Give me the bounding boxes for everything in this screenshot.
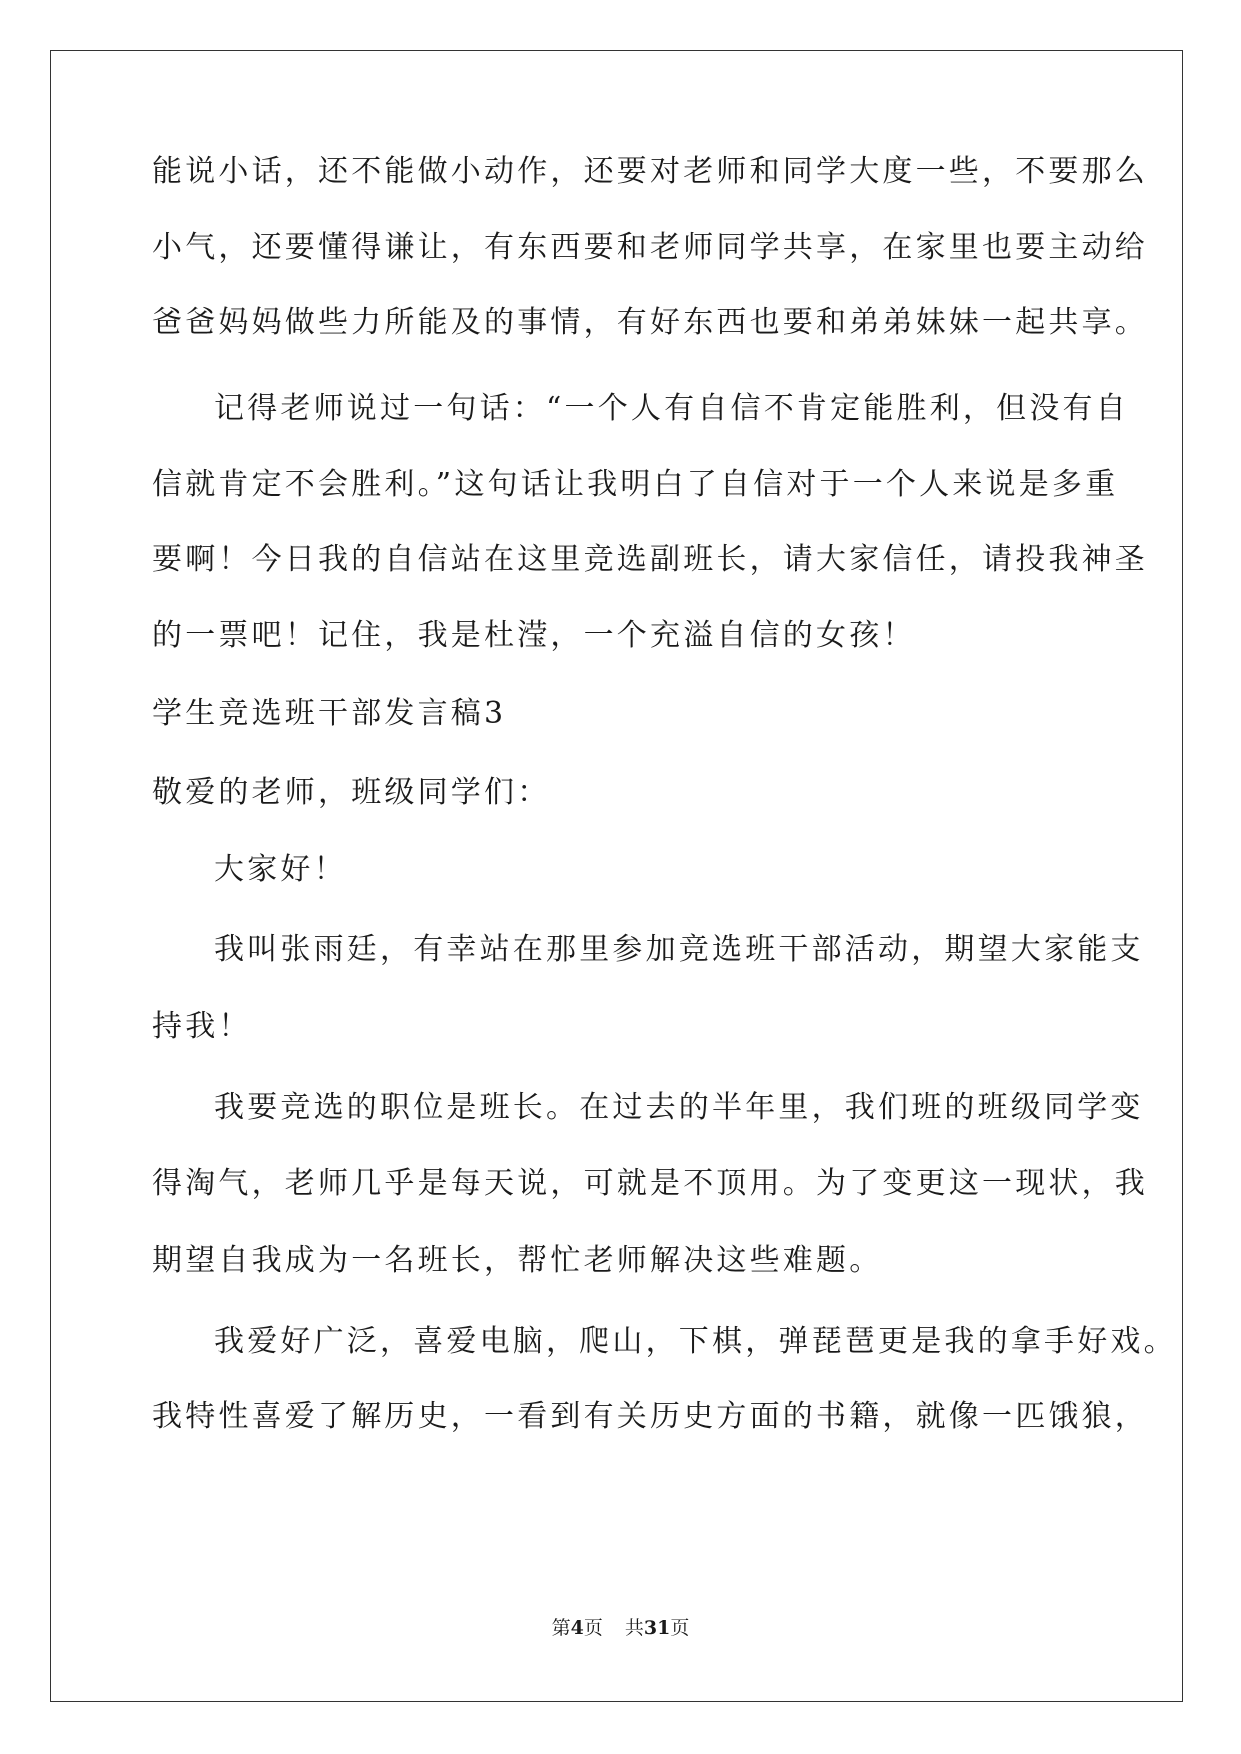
salutation: 敬爱的老师，班级同学们：	[152, 775, 551, 810]
paragraph-start-line: 我爱好广泛，喜爱电脑，爬山，下棋，弹琵琶更是我的拿手好戏。	[214, 1324, 1177, 1359]
greeting: 大家好！	[214, 852, 347, 887]
body-line: 要啊！今日我的自信站在这里竞选副班长，请大家信任，请投我神圣	[152, 542, 1148, 577]
section-title: 学生竞选班干部发言稿3	[152, 696, 507, 731]
total-pages: 31	[643, 1617, 671, 1639]
page-number: 4	[570, 1617, 584, 1639]
paragraph-start-line: 我叫张雨廷，有幸站在那里参加竞选班干部活动，期望大家能支	[214, 932, 1144, 967]
page-footer	[0, 1616, 1241, 1640]
body-line: 小气，还要懂得谦让，有东西要和老师同学共享，在家里也要主动给	[152, 230, 1148, 265]
total-suffix: 页	[670, 1617, 690, 1639]
body-line: 的一票吧！记住，我是杜滢，一个充溢自信的女孩！	[152, 618, 916, 653]
body-line: 能说小话，还不能做小动作，还要对老师和同学大度一些，不要那么	[152, 154, 1148, 189]
body-line: 我特性喜爱了解历史，一看到有关历史方面的书籍，就像一匹饿狼，	[152, 1399, 1148, 1434]
paragraph-start-line: 我要竞选的职位是班长。在过去的半年里，我们班的班级同学变	[214, 1090, 1144, 1125]
total-prefix: 共	[624, 1617, 644, 1639]
body-line: 得淘气，老师几乎是每天说，可就是不顶用。为了变更这一现状，我	[152, 1166, 1148, 1201]
body-line: 期望自我成为一名班长，帮忙老师解决这些难题。	[152, 1243, 883, 1278]
body-line: 爸爸妈妈做些力所能及的事情，有好东西也要和弟弟妹妹一起共享。	[152, 305, 1148, 340]
body-line: 持我！	[152, 1009, 252, 1044]
page-prefix: 第	[551, 1617, 571, 1639]
paragraph-start-line: 记得老师说过一句话：“一个人有自信不肯定能胜利，但没有自	[214, 391, 1129, 426]
page-suffix: 页	[583, 1617, 603, 1639]
body-line: 信就肯定不会胜利。”这句话让我明白了自信对于一个人来说是多重	[152, 467, 1119, 502]
